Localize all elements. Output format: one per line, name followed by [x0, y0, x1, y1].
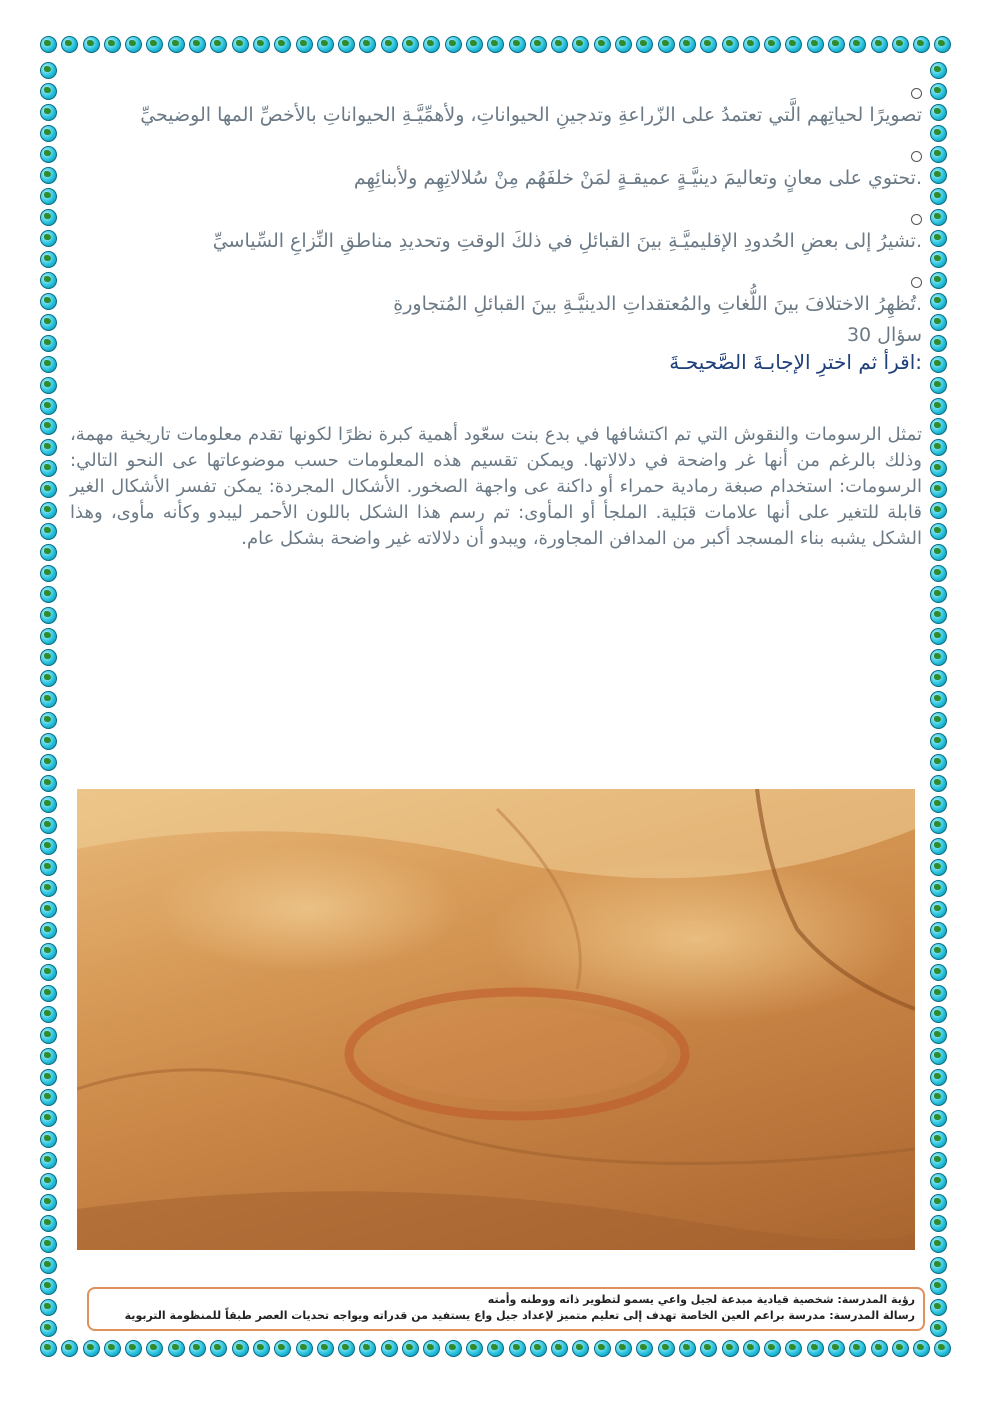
globe-icon [40, 1048, 57, 1065]
globe-icon [40, 314, 57, 331]
globe-icon [930, 544, 947, 561]
globe-icon [679, 36, 696, 53]
globe-icon [146, 36, 163, 53]
globe-icon [40, 335, 57, 352]
answer-option: .تشيرُ إلى بعضِ الحُدودِ الإقليميَّـةِ بينَ القبائلِ في ذلكَ الوقتِ وتحديدِ مناطقِ النِّزاعِ السِّياسيِّ [212, 230, 922, 252]
globe-icon [40, 104, 57, 121]
globe-icon [892, 1340, 909, 1357]
globe-icon [40, 460, 57, 477]
globe-icon [930, 356, 947, 373]
question-instruction: :اقرأ ثم اخترِ الإجابـةَ الصَّحيحـةَ [669, 350, 922, 374]
globe-icon [40, 544, 57, 561]
globe-icon [40, 62, 57, 79]
globe-icon [296, 1340, 313, 1357]
globe-icon [168, 1340, 185, 1357]
globe-icon [930, 230, 947, 247]
globe-icon [40, 1173, 57, 1190]
globe-icon [83, 36, 100, 53]
globe-icon [40, 1215, 57, 1232]
globe-icon [104, 36, 121, 53]
globe-icon [40, 1152, 57, 1169]
globe-icon [551, 36, 568, 53]
globe-icon [807, 36, 824, 53]
globe-icon [40, 838, 57, 855]
worksheet-content [70, 84, 922, 552]
globe-icon [930, 670, 947, 687]
globe-icon [930, 1027, 947, 1044]
globe-icon [930, 293, 947, 310]
globe-icon [930, 83, 947, 100]
globe-icon [40, 1340, 57, 1357]
left-border [40, 62, 62, 1338]
globe-icon [445, 36, 462, 53]
globe-icon [487, 1340, 504, 1357]
globe-icon [40, 1110, 57, 1127]
globe-icon [40, 901, 57, 918]
globe-icon [930, 188, 947, 205]
globe-icon [125, 1340, 142, 1357]
globe-icon [785, 36, 802, 53]
globe-icon [930, 481, 947, 498]
globe-icon [871, 1340, 888, 1357]
globe-icon [487, 36, 504, 53]
globe-icon [930, 880, 947, 897]
globe-icon [40, 1069, 57, 1086]
globe-icon [930, 523, 947, 540]
globe-icon [274, 1340, 291, 1357]
globe-icon [636, 36, 653, 53]
globe-icon [930, 167, 947, 184]
radio-circle-icon[interactable] [911, 88, 922, 99]
globe-icon [40, 691, 57, 708]
radio-circle-icon[interactable] [911, 214, 922, 225]
globe-icon [930, 1048, 947, 1065]
globe-icon [40, 670, 57, 687]
school-mission: رسالة المدرسة: مدرسة براعم العين الخاصة تهدف إلى تعليم متميز لإعداد جيل واع يستفيد من قدراته ويواجه تحديات العصر طبقاً للمنظومة التربوية [124, 1309, 915, 1322]
globe-icon [930, 1194, 947, 1211]
globe-icon [722, 1340, 739, 1357]
globe-icon [40, 83, 57, 100]
globe-icon [930, 796, 947, 813]
globe-icon [40, 502, 57, 519]
globe-icon [40, 1236, 57, 1253]
globe-icon [636, 1340, 653, 1357]
globe-icon [40, 586, 57, 603]
globe-icon [930, 335, 947, 352]
globe-icon [40, 1089, 57, 1106]
globe-icon [40, 565, 57, 582]
globe-icon [930, 1131, 947, 1148]
globe-icon [930, 733, 947, 750]
school-footer [87, 1287, 925, 1331]
globe-icon [40, 125, 57, 142]
globe-icon [40, 754, 57, 771]
globe-icon [930, 418, 947, 435]
globe-icon [40, 1320, 57, 1337]
globe-icon [913, 1340, 930, 1357]
globe-icon [40, 964, 57, 981]
globe-icon [934, 36, 951, 53]
globe-icon [930, 628, 947, 645]
option-marker-row [70, 273, 922, 291]
globe-icon [930, 1215, 947, 1232]
globe-icon [743, 1340, 760, 1357]
option-marker-row [70, 147, 922, 165]
globe-icon [828, 1340, 845, 1357]
globe-icon [274, 36, 291, 53]
globe-icon [930, 272, 947, 289]
globe-icon [849, 36, 866, 53]
globe-icon [930, 377, 947, 394]
radio-circle-icon[interactable] [911, 151, 922, 162]
globe-icon [572, 1340, 589, 1357]
globe-icon [40, 272, 57, 289]
globe-icon [930, 209, 947, 226]
globe-icon [40, 1131, 57, 1148]
globe-icon [930, 460, 947, 477]
globe-icon [530, 1340, 547, 1357]
globe-icon [930, 439, 947, 456]
globe-icon [359, 1340, 376, 1357]
globe-icon [402, 1340, 419, 1357]
globe-icon [40, 356, 57, 373]
globe-icon [930, 1236, 947, 1253]
globe-icon [40, 418, 57, 435]
top-border [40, 36, 952, 58]
globe-icon [168, 36, 185, 53]
right-border [930, 62, 952, 1338]
globe-icon [930, 251, 947, 268]
globe-icon [930, 607, 947, 624]
globe-icon [828, 36, 845, 53]
globe-icon [253, 36, 270, 53]
globe-icon [423, 1340, 440, 1357]
globe-icon [930, 125, 947, 142]
globe-icon [930, 754, 947, 771]
globe-icon [785, 1340, 802, 1357]
globe-icon [930, 691, 947, 708]
globe-icon [509, 36, 526, 53]
globe-icon [83, 1340, 100, 1357]
globe-icon [40, 1257, 57, 1274]
globe-icon [930, 712, 947, 729]
globe-icon [40, 880, 57, 897]
globe-icon [210, 1340, 227, 1357]
globe-icon [615, 1340, 632, 1357]
globe-icon [913, 36, 930, 53]
globe-icon [317, 36, 334, 53]
option-marker-row [70, 84, 922, 102]
globe-icon [40, 1006, 57, 1023]
globe-icon [871, 36, 888, 53]
option-marker-row [70, 210, 922, 228]
globe-icon [930, 1006, 947, 1023]
globe-icon [61, 1340, 78, 1357]
globe-icon [40, 817, 57, 834]
globe-icon [338, 1340, 355, 1357]
globe-icon [40, 377, 57, 394]
globe-icon [930, 1089, 947, 1106]
globe-icon [930, 1152, 947, 1169]
globe-icon [930, 1257, 947, 1274]
globe-icon [146, 1340, 163, 1357]
globe-icon [930, 1299, 947, 1316]
globe-icon [232, 36, 249, 53]
globe-icon [658, 36, 675, 53]
reading-passage: تمثل الرسومات والنقوش التي تم اكتشافها في بدع بنت سعّود أهمية كبرة نظرًا لكونها تقدم معلومات تاريخية مهمة، وذلك بالرغم من أنها غر واضحة في دلالاتها. ويمكن تقسيم هذه المعلومات حسب موضوعاتها عى النحو التالي: الرسومات: استخدام صبغة رمادية حمراء أو داكنة عى واجهة الصخور. الأشكال المجردة: يمكن تفسر الأشكال الغير قابلة للتغير على أنها علامات قبَلية. الملجأ أو المأوى: تم رسم هذا الشكل باللون الأحمر ليبدو وكأنه مأوى، وهذا الشكل يشبه بناء المسجد أكبر من المدافن المجاورة، ويبدو أن دلالاته غير واضحة بشكل عام. [70, 424, 922, 549]
globe-icon [125, 36, 142, 53]
globe-icon [40, 230, 57, 247]
radio-circle-icon[interactable] [911, 277, 922, 288]
globe-icon [253, 1340, 270, 1357]
globe-icon [40, 922, 57, 939]
globe-icon [40, 859, 57, 876]
globe-icon [930, 62, 947, 79]
globe-icon [40, 712, 57, 729]
globe-icon [930, 1069, 947, 1086]
globe-icon [930, 146, 947, 163]
globe-icon [40, 36, 57, 53]
globe-icon [40, 649, 57, 666]
globe-icon [40, 775, 57, 792]
globe-icon [658, 1340, 675, 1357]
globe-icon [381, 36, 398, 53]
globe-icon [40, 733, 57, 750]
globe-icon [189, 1340, 206, 1357]
answer-option: .تحتوي على معانٍ وتعاليمَ دينيَّـةٍ عميقـةٍ لمَنْ خلفَهُم مِنْ سُلالاتِهِم ولأبنائِهِم [353, 167, 922, 189]
globe-icon [930, 901, 947, 918]
globe-icon [423, 36, 440, 53]
globe-icon [930, 859, 947, 876]
globe-icon [930, 502, 947, 519]
globe-icon [679, 1340, 696, 1357]
globe-icon [40, 167, 57, 184]
school-vision: رؤية المدرسة: شخصية قيادية مبدعة لجيل واعي يسمو لتطوير ذاته ووطنه وأمته [487, 1293, 915, 1306]
answer-option: .تُظهِرُ الاختلافَ بينَ اللُّغاتِ والمُعتقداتِ الدينيَّـةِ بينَ القبائلِ المُتجاورةِ [393, 293, 922, 315]
globe-icon [930, 1110, 947, 1127]
globe-icon [296, 36, 313, 53]
globe-icon [466, 1340, 483, 1357]
question-number: سؤال 30 [846, 324, 922, 346]
globe-icon [930, 943, 947, 960]
globe-icon [338, 36, 355, 53]
globe-icon [189, 36, 206, 53]
globe-icon [930, 922, 947, 939]
globe-icon [930, 985, 947, 1002]
globe-icon [930, 104, 947, 121]
globe-icon [40, 607, 57, 624]
globe-icon [930, 817, 947, 834]
globe-icon [594, 1340, 611, 1357]
globe-icon [210, 36, 227, 53]
globe-icon [509, 1340, 526, 1357]
globe-icon [892, 36, 909, 53]
globe-icon [40, 796, 57, 813]
globe-icon [930, 775, 947, 792]
answer-option: تصويرًا لحياتِهم الَّتي تعتمدُ على الزّراعةِ وتدجينِ الحيواناتِ، ولأهمِّيَّـةِ الحيواناتِ بالأخصِّ المها الوضيحيِّ [140, 104, 922, 126]
globe-icon [381, 1340, 398, 1357]
globe-icon [104, 1340, 121, 1357]
globe-icon [700, 1340, 717, 1357]
rock-art-photo [77, 789, 915, 1250]
globe-icon [930, 838, 947, 855]
globe-icon [40, 146, 57, 163]
bottom-border [40, 1340, 952, 1362]
globe-icon [40, 439, 57, 456]
globe-icon [764, 1340, 781, 1357]
globe-icon [40, 481, 57, 498]
globe-icon [930, 1278, 947, 1295]
globe-icon [40, 398, 57, 415]
globe-icon [402, 36, 419, 53]
globe-icon [849, 1340, 866, 1357]
globe-icon [530, 36, 547, 53]
globe-icon [807, 1340, 824, 1357]
globe-icon [40, 1194, 57, 1211]
globe-icon [40, 523, 57, 540]
globe-icon [232, 1340, 249, 1357]
globe-icon [572, 36, 589, 53]
globe-icon [764, 36, 781, 53]
globe-icon [934, 1340, 951, 1357]
globe-icon [40, 293, 57, 310]
globe-icon [743, 36, 760, 53]
globe-icon [722, 36, 739, 53]
globe-icon [40, 943, 57, 960]
globe-icon [615, 36, 632, 53]
rock-art-drawing [77, 789, 915, 1250]
globe-icon [466, 36, 483, 53]
globe-icon [40, 1299, 57, 1316]
globe-icon [930, 964, 947, 981]
globe-icon [930, 314, 947, 331]
globe-icon [40, 1027, 57, 1044]
globe-icon [551, 1340, 568, 1357]
globe-icon [594, 36, 611, 53]
globe-icon [930, 565, 947, 582]
globe-icon [930, 586, 947, 603]
globe-icon [40, 1278, 57, 1295]
globe-icon [40, 251, 57, 268]
globe-icon [930, 649, 947, 666]
globe-icon [930, 1320, 947, 1337]
globe-icon [930, 1173, 947, 1190]
globe-icon [359, 36, 376, 53]
globe-icon [40, 985, 57, 1002]
globe-icon [40, 188, 57, 205]
globe-icon [40, 628, 57, 645]
globe-icon [700, 36, 717, 53]
globe-icon [317, 1340, 334, 1357]
globe-icon [40, 209, 57, 226]
globe-icon [445, 1340, 462, 1357]
globe-icon [930, 398, 947, 415]
globe-icon [61, 36, 78, 53]
